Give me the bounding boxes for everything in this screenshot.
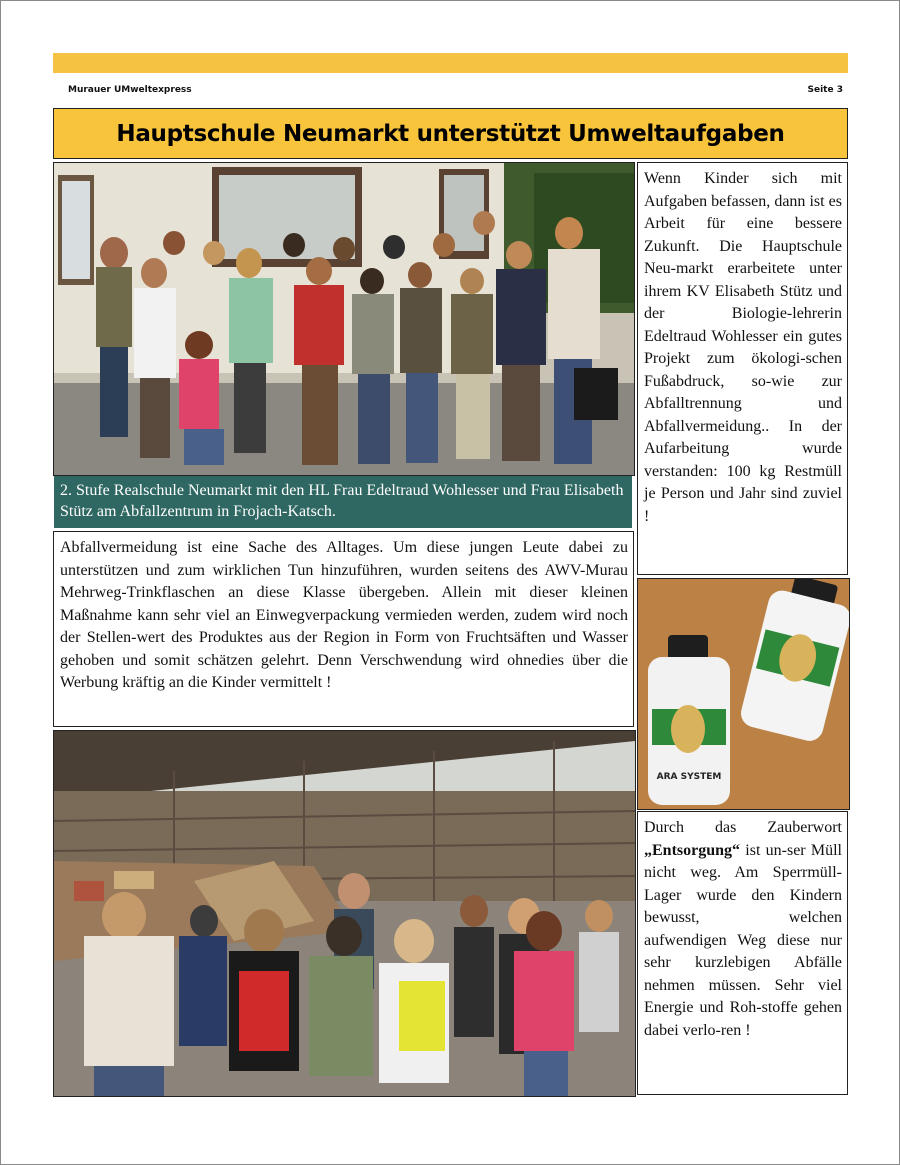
article-title: Hauptschule Neumarkt unterstützt Umweltaufgaben xyxy=(116,120,785,147)
newsletter-name: Murauer UMweltexpress xyxy=(68,85,192,95)
body-text-right-top xyxy=(637,162,848,575)
body-text-rest: ist un-ser Müll nicht weg. Am Sperrmüll-Lager wurde den Kindern bewusst, welchen aufwendigen Weg diese nur sehr kurzlebigen Abfälle nehmen müssen. Sehr viel Energie und Roh-stoffe gehen dabei verlo-ren ! xyxy=(644,841,842,1039)
body-text-middle xyxy=(53,531,634,727)
bottle-front xyxy=(648,635,730,805)
bottle-label: ARA SYSTEM xyxy=(656,772,722,782)
group-photo xyxy=(53,162,635,476)
body-paragraph: Wenn Kinder sich mit Aufgaben befassen, dann ist es Arbeit für eine bessere Zukunft. Die Hauptschule Neu-markt erarbeitete unter ihrem KV Elisabeth Stütz und der Biologie-lehrerin Edeltraud Wohlesser ein gutes Projekt zum ökologi-schen Fußabdruck, so-wie zur Abfalltrennung und Abfallvermeidung.. In der Aufarbeitung wurde verstanden: 100 kg Restmüll je Person und Jahr sind zuviel ! xyxy=(644,170,842,525)
body-paragraph: Abfallvermeidung ist eine Sache des Alltages. Um diese jungen Leute dabei zu unterstützen und zum wirklichen Tun hinzuführen, wurden seitens des AWV-Murau Mehrweg-Trinkflaschen an diese Klasse übergeben. Allein mit dieser kleinen Maßnahme kann sehr viel an Einwegverpackung vermieden werden, zudem wird noch der Stellen-wert des Produktes aus der Region in Form von Fruchtsäften und Wasser gehoben und somit schätzen gelehrt. Denn Verschwendung wird ohnedies über die Werbung kräftig an die Kinder vermittelt ! xyxy=(60,539,628,691)
article-title-box xyxy=(53,108,848,159)
photo-caption: 2. Stufe Realschule Neumarkt mit den HL Frau Edeltraud Wohlesser und Frau Elisabeth Stütz am Abfallzentrum in Frojach-Katsch. xyxy=(54,476,632,528)
keyword-entsorgung: „Entsorgung“ xyxy=(644,841,741,859)
body-text-lead: Durch das Zauberwort xyxy=(644,819,842,836)
bottles-photo xyxy=(637,578,850,810)
body-paragraph xyxy=(644,817,842,1042)
waste-site-photo xyxy=(53,730,636,1097)
header-accent-bar xyxy=(53,53,848,73)
body-text-right-bottom xyxy=(637,811,848,1095)
page-number: Seite 3 xyxy=(807,85,843,95)
